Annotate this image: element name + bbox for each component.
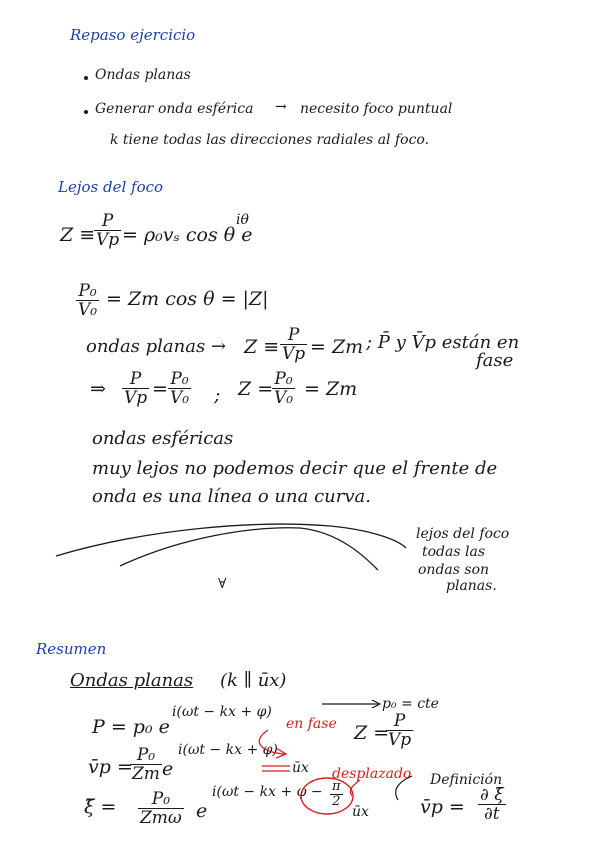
ondas-esfericas: ondas esféricas — [92, 428, 234, 449]
eqC-e: e — [196, 800, 208, 822]
eqB-numerator: P₀ — [136, 745, 156, 765]
diagram-note1: lejos del foco — [416, 526, 510, 542]
definicion-label: Definición — [430, 772, 503, 788]
eq4-numerator3: P₀ — [274, 369, 293, 389]
diagram-note4: planas. — [446, 578, 497, 594]
far-field-line2: onda es una línea o una curva. — [92, 486, 371, 507]
eqB-e: e — [162, 758, 174, 780]
eq1-exponent: iθ — [236, 212, 249, 228]
diagram-note3: ondas son — [418, 562, 490, 578]
eq4-denominator3: V₀ — [274, 388, 294, 408]
def-lhs: v̄p = — [420, 796, 465, 818]
bullet-dot-icon — [84, 76, 88, 80]
z-denominator: Vp — [388, 730, 412, 750]
eq4-fraction2 — [168, 370, 191, 407]
eq4-separator: ; — [214, 384, 221, 406]
bullet-k-direcciones: k tiene todas las direcciones radiales al foco. — [110, 132, 430, 148]
p0-arrow-head-icon — [372, 700, 380, 708]
eq2-numerator: P₀ — [78, 281, 97, 301]
eq3-numerator: P — [287, 325, 300, 345]
eq3-denominator: Vp — [282, 344, 306, 364]
bullet-foco-puntual: necesito foco puntual — [300, 101, 453, 117]
subheading-k-parallel: (k ∥ ūx) — [220, 670, 287, 691]
eqC-pi: π — [332, 779, 341, 794]
eqC-lhs: ξ̄ = — [84, 796, 117, 818]
arrow-icon: → — [275, 99, 287, 115]
eq4-denominator1: Vp — [124, 388, 148, 408]
eqC-two: 2 — [332, 794, 341, 809]
eq4-fraction3 — [272, 370, 295, 407]
en-fase-annotation: en fase — [286, 716, 337, 732]
section-heading-lejos: Lejos del foco — [58, 178, 164, 196]
eqB-fraction — [130, 746, 162, 783]
eq3-note-fase: ; P̄ y V̄p están en — [366, 332, 520, 353]
subheading-ondas-planas: Ondas planas — [70, 670, 194, 691]
def-fraction — [478, 786, 506, 823]
red-equal-marks — [262, 766, 290, 771]
eq4-zm: = Zm — [304, 378, 358, 400]
eqB-denominator: Zm — [132, 764, 160, 784]
eqC-ux: ūx — [352, 804, 369, 820]
z-lhs: Z = — [354, 722, 390, 744]
eq4-numerator2: P₀ — [170, 369, 189, 389]
far-field-line1: muy lejos no podemos decir que el frente de — [92, 458, 498, 479]
section-heading-resumen: Resumen — [36, 640, 107, 658]
bullet-ondas-planas: Ondas planas — [95, 67, 191, 83]
eq4-numerator1: P — [129, 369, 142, 389]
wavefront-arc-outer — [56, 524, 406, 556]
eq1-rhs: = ρ₀vₛ cos θ e — [122, 224, 253, 246]
wave-source-icon: ∀ — [218, 576, 227, 592]
eq4-fraction1 — [122, 370, 149, 407]
desplazado-annotation: desplazado — [332, 766, 412, 782]
eqB-lhs: v̄p = — [88, 756, 133, 778]
eq1-fraction — [94, 212, 121, 249]
eqC-pi-fraction — [330, 780, 343, 809]
eq4-denominator2: V₀ — [170, 388, 190, 408]
eqC-numerator: P₀ — [151, 789, 171, 809]
wavefront-arc-inner — [120, 528, 378, 570]
eq2-denominator: V₀ — [78, 300, 98, 320]
eqB-ux: ūx — [292, 760, 309, 776]
eq4-equals: = — [152, 378, 168, 400]
eq3-label: ondas planas → — [86, 336, 227, 357]
eq1-lhs: Z ≡ — [60, 224, 96, 246]
def-numerator: ∂ ξ̄ — [480, 785, 504, 805]
eqC-exponent: i(ωt − kx + φ − — [212, 784, 323, 800]
eqA-lhs: P = p₀ e — [92, 716, 170, 738]
eqC-fraction — [138, 790, 184, 827]
eq4-z: Z = — [238, 378, 274, 400]
eq3-rhs: = Zm — [310, 336, 364, 358]
section-heading-repaso: Repaso ejercicio — [70, 26, 196, 44]
eqB-exponent: i(ωt − kx + φ) — [178, 742, 278, 758]
bullet-onda-esferica: Generar onda esférica — [95, 101, 254, 117]
z-fraction — [386, 712, 413, 749]
eq3-lhs: Z ≡ — [244, 336, 280, 358]
implies-icon: ⇒ — [90, 378, 106, 400]
p0-constant-note: p₀ = cte — [382, 696, 439, 712]
eq1-numerator: P — [101, 211, 114, 231]
eq3-fraction — [280, 326, 307, 363]
eq2-rhs: = Zm cos θ = |Z| — [106, 288, 269, 310]
desplazado-arrow — [350, 780, 360, 796]
diagram-note2: todas las — [422, 544, 486, 560]
eqC-denominator: Zmω — [140, 808, 182, 828]
eqA-exponent: i(ωt − kx + φ) — [172, 704, 272, 720]
eq2-fraction — [76, 282, 99, 319]
bullet-dot-icon — [84, 110, 88, 114]
z-numerator: P — [393, 711, 406, 731]
def-denominator: ∂t — [483, 804, 500, 824]
eq1-denominator: Vp — [96, 230, 120, 250]
eq3-note-fase2: fase — [476, 350, 514, 371]
